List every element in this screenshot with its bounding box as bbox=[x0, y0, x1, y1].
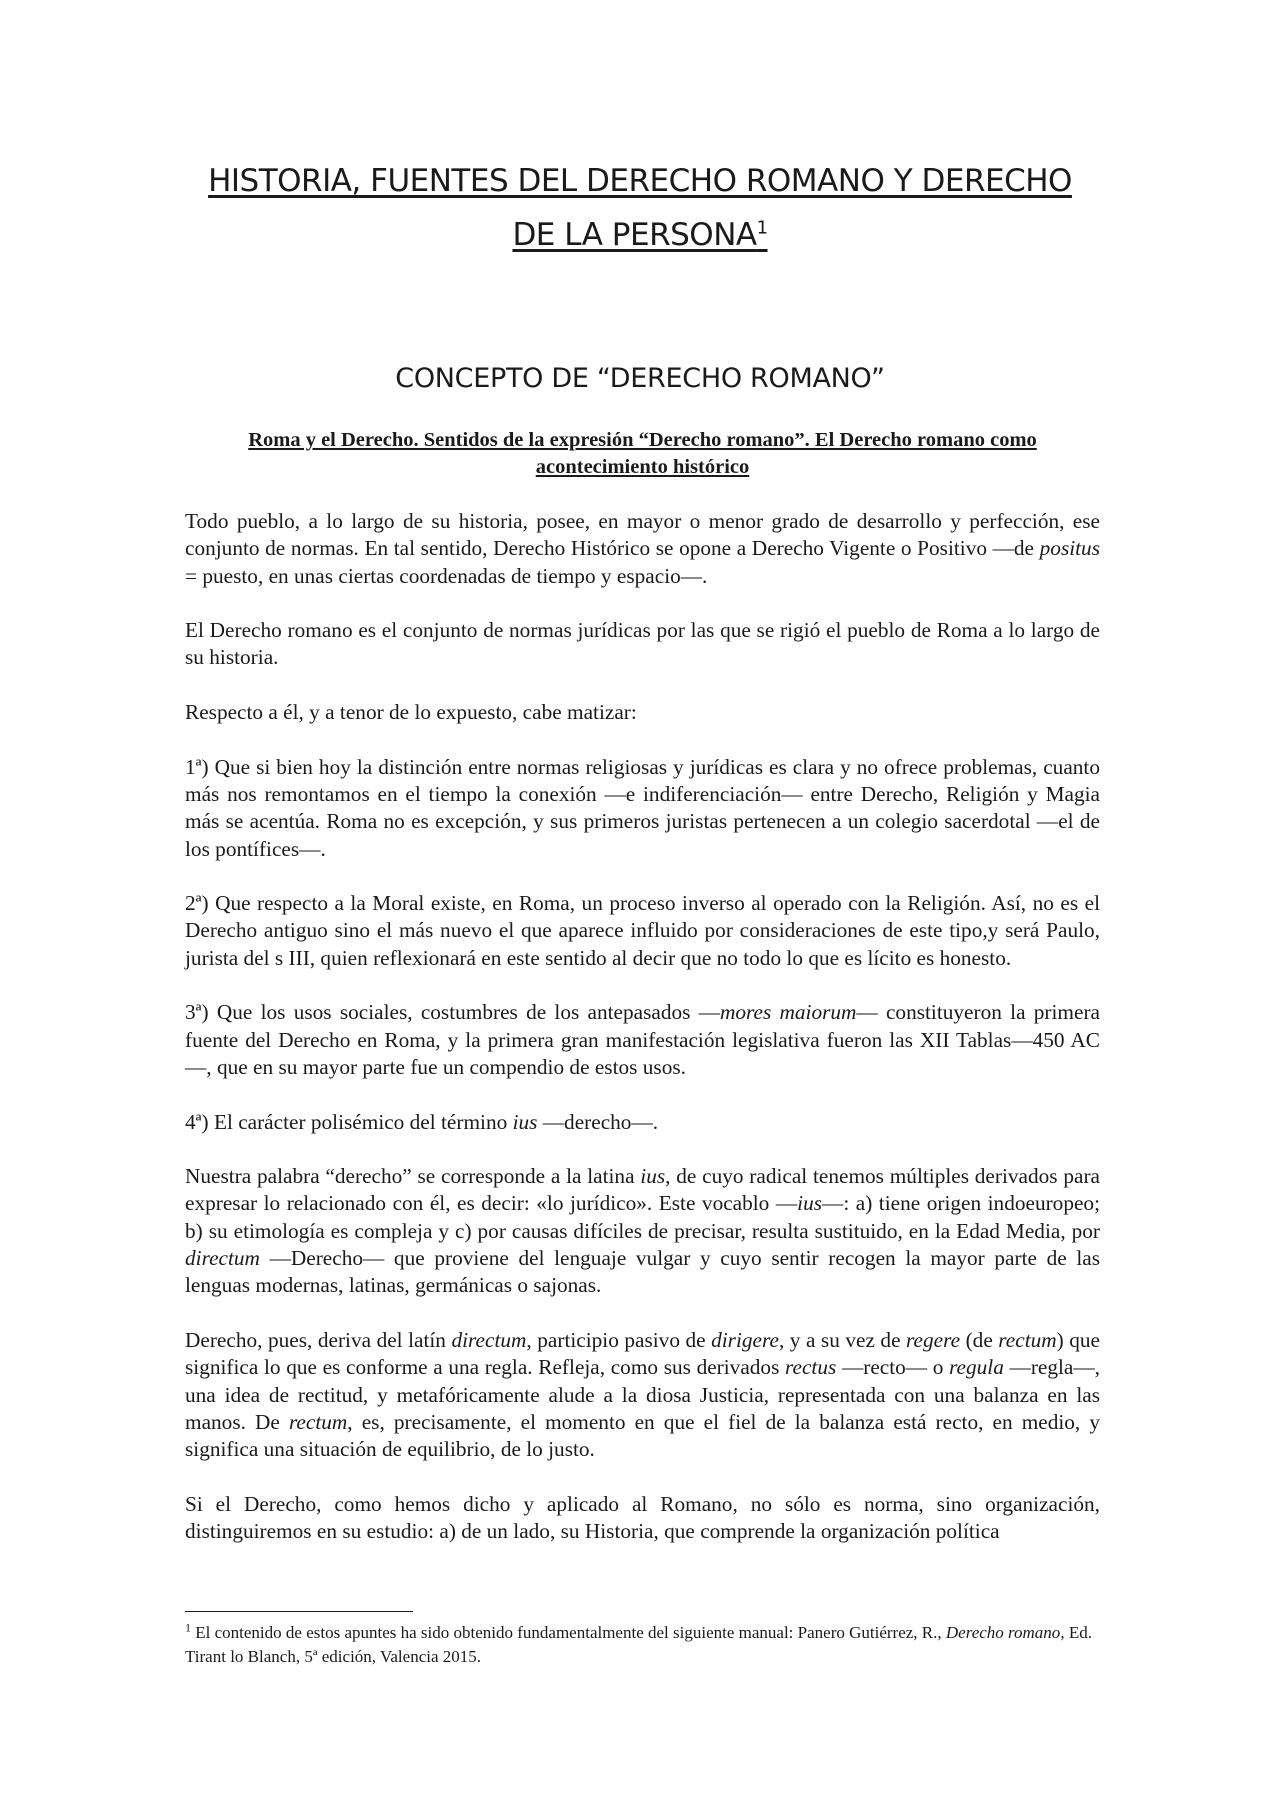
paragraph-1: Todo pueblo, a lo largo de su historia, posee, en mayor o menor grado de desarrollo y perfección, ese conjunto de normas. En tal sentido, Derecho Histórico se opone a Derecho Vigente o Positivo —de positus = puesto, en unas ciertas coordenadas de tiempo y espacio—. bbox=[185, 509, 1100, 588]
paragraph-10: Si el Derecho, como hemos dicho y aplicado al Romano, no sólo es norma, sino organización, distinguiremos en su estudio: a) de un lado, su Historia, que comprende la organización política bbox=[185, 1491, 1100, 1543]
subheading: Roma y el Derecho. Sentidos de la expresión “Derecho romano”. El Derecho romano como acontecimiento histórico bbox=[248, 429, 1037, 478]
footnote-separator bbox=[185, 1611, 413, 1612]
paragraph-9: Derecho, pues, deriva del latín directum, participio pasivo de dirigere, y a su vez de regere (de rectum) que significa lo que es conforme a una regla. Refleja, como sus derivados rectus —recto— o regula —regla—, una idea de rectitud, y metafóricamente alude a la diosa Justicia, representada con una balanza en las manos. De rectum, es, precisamente, el momento en que el fiel de la balanza está recto, en medio, y significa una situación de equilibrio, de lo justo. bbox=[185, 1327, 1101, 1462]
body-text bbox=[185, 508, 1100, 1573]
title-line-1: HISTORIA, FUENTES DEL DERECHO ROMANO Y DERECHO bbox=[208, 163, 1072, 199]
paragraph-6: 3ª) Que los usos sociales, costumbres de los antepasados —mores maiorum— constituyeron la primera fuente del Derecho en Roma, y la primera gran manifestación legislativa fueron las XII Tablas—450 AC—, que en su mayor parte fue un compendio de estos usos. bbox=[185, 1000, 1100, 1079]
document-title bbox=[180, 154, 1100, 262]
paragraph-5: 2ª) Que respecto a la Moral existe, en Roma, un proceso inverso al operado con la Religión. Así, no es el Derecho antiguo sino el más nuevo el que aparece influido por consideraciones de este tipo,y será Paulo, jurista del s III, quien reflexionará en este sentido al decir que no todo lo que es lícito es honesto. bbox=[185, 891, 1100, 970]
footnote: $^1$ El contenido de estos apuntes ha sido obtenido fundamentalmente del siguiente manual: Panero Gutiérrez, R., Derecho romano, Ed. Tirant lo Blanch, 5ª edición, Valencia 2015. bbox=[185, 1620, 1092, 1666]
title-line-2: DE LA PERSONA bbox=[512, 217, 757, 253]
paragraph-7: 4ª) El carácter polisémico del término ius —derecho—. bbox=[185, 1109, 659, 1134]
footnote-number: 1 bbox=[185, 1620, 191, 1635]
section-title: CONCEPTO DE “DERECHO ROMANO” bbox=[395, 363, 885, 394]
paragraph-8: Nuestra palabra “derecho” se corresponde a la latina ius, de cuyo radical tenemos múltiples derivados para expresar lo relacionado con él, es decir: «lo jurídico». Este vocablo —ius—: a) tiene origen indoeuropeo; b) su etimología es compleja y c) por causas difíciles de precisar, resulta sustituido, en la Edad Media, por directum —Derecho— que proviene del lenguaje vulgar y cuyo sentir recogen la mayor parte de las lenguas modernas, latinas, germánicas o sajonas. bbox=[185, 1164, 1100, 1298]
paragraph-3: Respecto a él, y a tenor de lo expuesto, cabe matizar: bbox=[185, 700, 637, 725]
paragraph-4: 1ª) Que si bien hoy la distinción entre normas religiosas y jurídicas es clara y no ofrece problemas, cuanto más nos remontamos en el tiempo la conexión —e indiferenciación— entre Derecho, Religión y Magia más se acentúa. Roma no es excepción, y sus primeros juristas pertenecen a un colegio sacerdotal —el de los pontífices—. bbox=[185, 754, 1100, 861]
title-footnote-ref[interactable]: 1 bbox=[756, 217, 768, 239]
paragraph-2: El Derecho romano es el conjunto de normas jurídicas por las que se rigió el pueblo de Roma a lo largo de su historia. bbox=[185, 618, 1100, 670]
